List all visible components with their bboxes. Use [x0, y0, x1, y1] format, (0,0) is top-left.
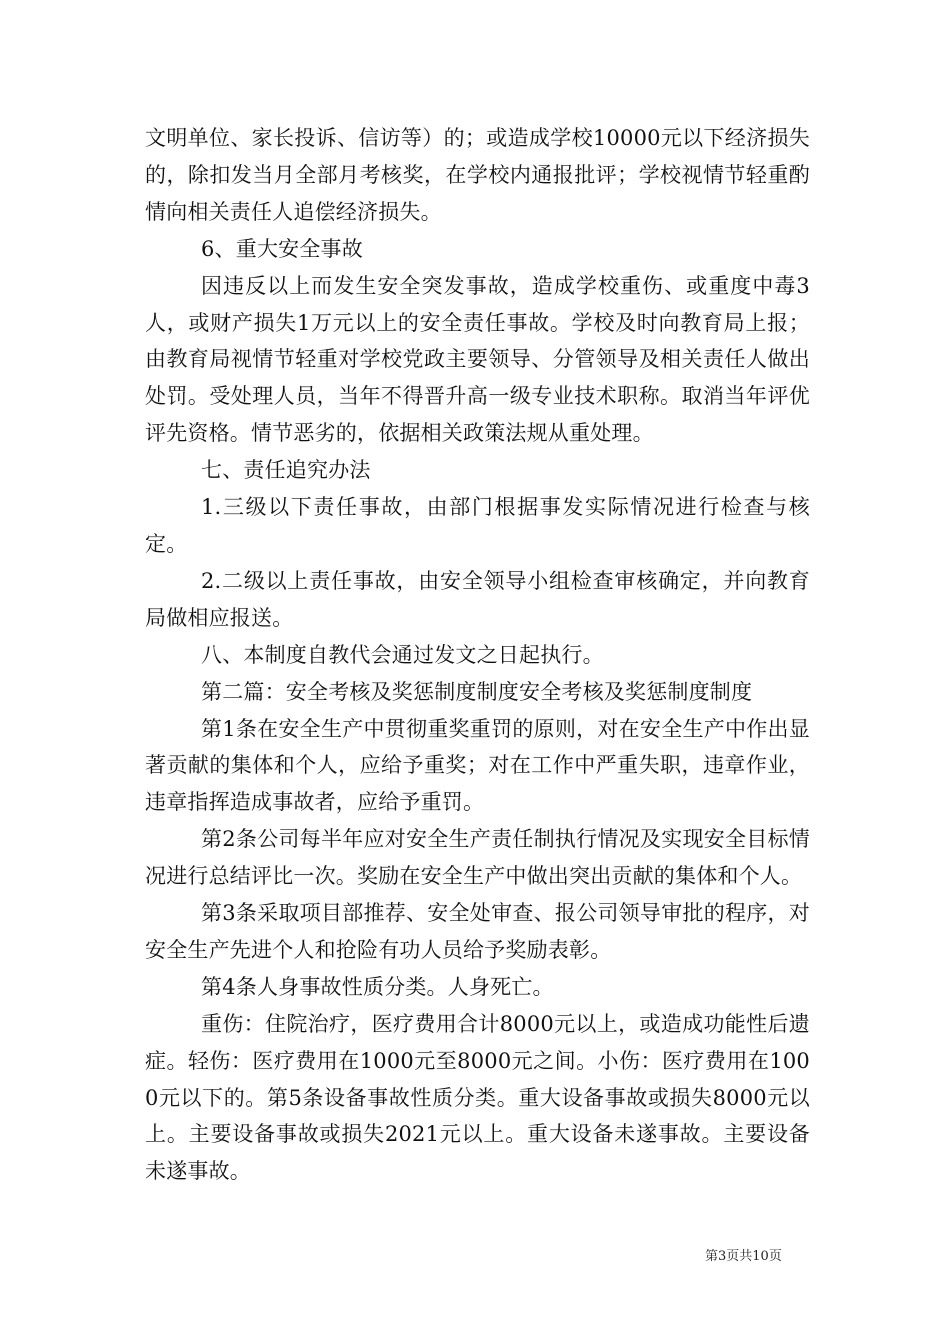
document-body	[145, 120, 810, 1190]
article-2: 第2条公司每半年应对安全生产责任制执行情况及实现安全目标情况进行总结评比一次。奖励在安全生产中做出突出贡献的集体和个人。	[145, 827, 810, 889]
paragraph-level-two: 2.二级以上责任事故，由安全领导小组检查审核确定，并向教育局做相应报送。	[145, 568, 810, 630]
article-3: 第3条采取项目部推荐、安全处审查、报公司领导审批的程序，对安全生产先进个人和抢险有功人员给予奖励表彰。	[145, 901, 810, 962]
page-number-footer: 第3页共10页	[705, 1249, 782, 1264]
paragraph-injury-classification: 重伤：住院治疗，医疗费用合计8000元以上，或造成功能性后遗症。轻伤：医疗费用在1000元至8000元之间。小伤：医疗费用在1000元以下的。第5条设备事故性质分类。重大设备事故或损失8000元以上。主要设备事故或损失2021元以上。重大设备未遂事故。主要设备未遂事故。	[145, 1011, 810, 1184]
article-1: 第1条在安全生产中贯彻重奖重罚的原则，对在安全生产中作出显著贡献的集体和个人，应给予重奖；对在工作中严重失职，违章作业，违章指挥造成事故者，应给予重罚。	[145, 716, 810, 815]
paragraph-level-three: 1.三级以下责任事故，由部门根据事发实际情况进行检查与核定。	[145, 495, 810, 556]
paragraph-continuation: 文明单位、家长投诉、信访等）的；或造成学校10000元以下经济损失的，除扣发当月全部月考核奖，在学校内通报批评；学校视情节轻重酌情向相关责任人追偿经济损失。	[145, 126, 810, 224]
paragraph-major-accident: 因违反以上而发生安全突发事故，造成学校重伤、或重度中毒3人，或财产损失1万元以上的安全责任事故。学校及时向教育局上报；由教育局视情节轻重对学校党政主要领导、分管领导及相关责任人做出处罚。受处理人员，当年不得晋升高一级专业技术职称。取消当年评优评先资格。情节恶劣的，依据相关政策法规从重处理。	[145, 273, 810, 446]
article-4: 第4条人身事故性质分类。人身死亡。	[201, 974, 554, 999]
chapter-title-second: 第二篇：安全考核及奖惩制度制度安全考核及奖惩制度制度	[201, 679, 753, 704]
section-heading-major-accident: 6、重大安全事故	[201, 236, 363, 261]
section-heading-accountability: 七、责任追究办法	[201, 458, 371, 483]
section-heading-effective: 八、本制度自教代会通过发文之日起执行。	[201, 642, 604, 667]
